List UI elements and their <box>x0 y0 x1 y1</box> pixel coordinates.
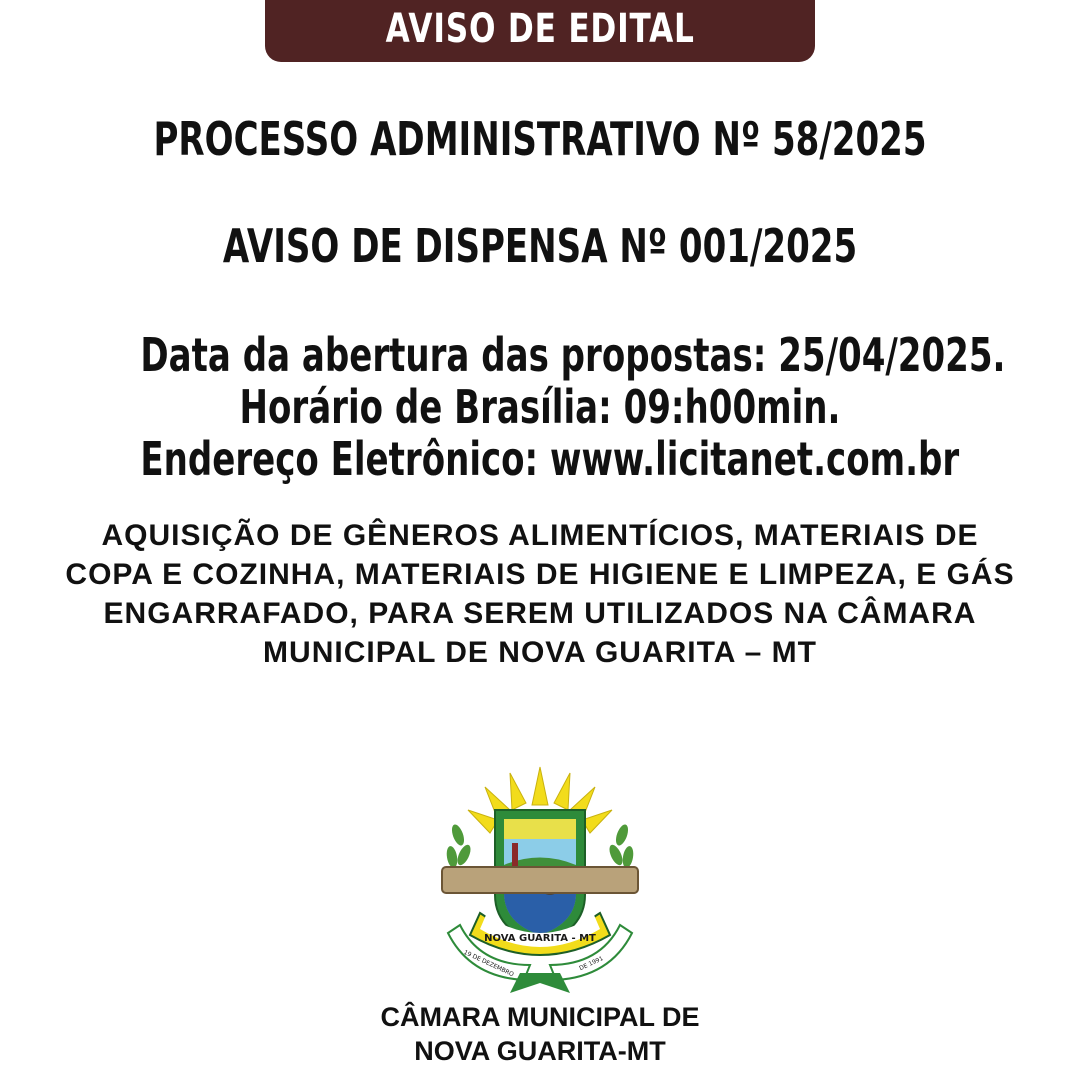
footer-line-1: CÂMARA MUNICIPAL DE <box>380 1002 700 1032</box>
dispensa-number: AVISO DE DISPENSA Nº 001/2025 <box>222 219 858 273</box>
emblem-ribbon-text: NOVA GUARITA - MT <box>484 933 596 944</box>
electronic-address: Endereço Eletrônico: www.licitanet.com.br <box>140 432 960 486</box>
banner-title: AVISO DE EDITAL <box>385 6 695 52</box>
opening-date: Data da abertura das propostas: 25/04/2025. <box>140 328 1006 382</box>
process-number: PROCESSO ADMINISTRATIVO Nº 58/2025 <box>153 112 927 166</box>
footer-institution <box>0 1000 1080 1068</box>
header-banner <box>265 0 815 62</box>
opening-time: Horário de Brasília: 09:h00min. <box>239 380 841 434</box>
emblem-right-ribbon: DE 1991 <box>578 955 605 973</box>
emblem-left-ribbon: 19 DE DEZEMBRO <box>462 948 515 979</box>
notice-description: AQUISIÇÃO DE GÊNEROS ALIMENTÍCIOS, MATERIAIS DE COPA E COZINHA, MATERIAIS DE HIGIENE E LIMPEZA, E GÁS ENGARRAFADO, PARA SEREM UTILIZADOS NA CÂMARA MUNICIPAL DE NOVA GUARITA – MT <box>65 519 1015 669</box>
municipal-coat-of-arms-icon <box>440 765 640 995</box>
footer-line-2: NOVA GUARITA-MT <box>414 1036 666 1066</box>
